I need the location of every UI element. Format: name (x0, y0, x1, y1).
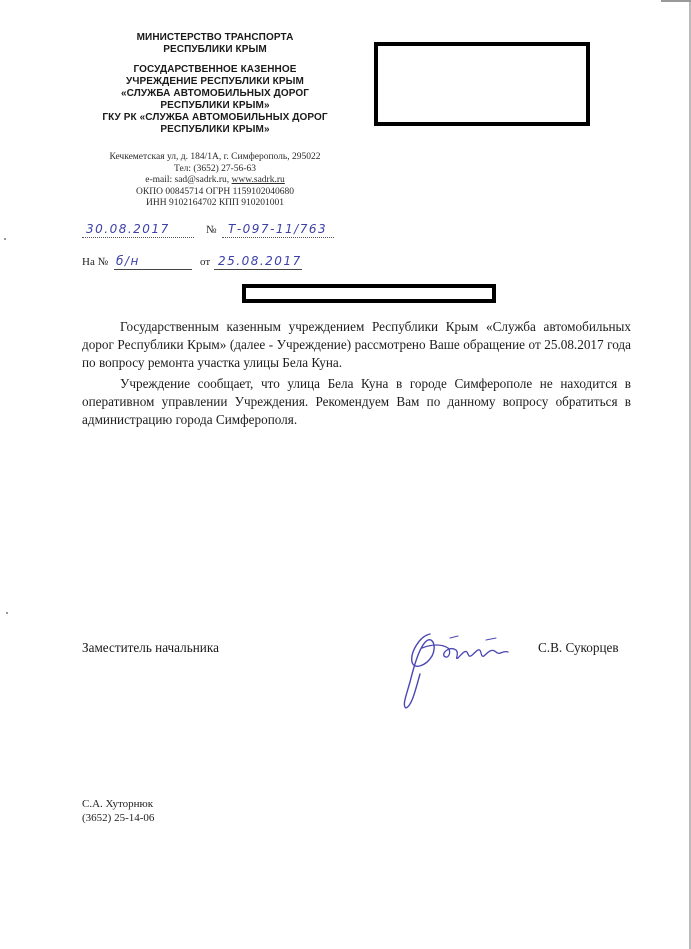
outgoing-date: 30.08.2017 (86, 222, 170, 236)
phone: Тел: (3652) 27-56-63 (174, 163, 256, 174)
institution-line-2: УЧРЕЖДЕНИЕ РЕСПУБЛИКИ КРЫМ (126, 76, 304, 87)
reference-number-label: На № (82, 256, 109, 268)
number-label: № (206, 224, 217, 236)
letterhead (70, 32, 360, 136)
letter-body (82, 318, 631, 429)
spacer (70, 56, 360, 64)
body-paragraph-1: Государственным казенным учреждением Республики Крым «Служба автомобильных дорог Республики Крым» (далее - Учреждение) рассмотрено Ваше обращение от 25.08.2017 года по вопросу ремонта участка улицы Бела Куна. (82, 319, 631, 370)
underline (222, 237, 334, 238)
outgoing-registration (82, 222, 342, 242)
underline (214, 269, 302, 270)
reference-date: 25.08.2017 (218, 254, 302, 268)
outgoing-number: Т-097-11/763 (228, 222, 328, 236)
institution-line-1: ГОСУДАРСТВЕННОЕ КАЗЕННОЕ (133, 64, 297, 75)
email: e-mail: sad@sadrk.ru, (145, 175, 232, 185)
reference-date-label: от (200, 256, 211, 268)
institution-line-3: «СЛУЖБА АВТОМОБИЛЬНЫХ ДОРОГ (120, 88, 310, 99)
scan-speck (4, 238, 6, 240)
underline (82, 237, 194, 238)
contact-info (70, 152, 360, 210)
body-paragraph-2: Учреждение сообщает, что улица Бела Куна в городе Симферополе не находится в оперативном управлении Учреждения. Рекомендуем Вам по данному вопросу обратиться в администрацию города Симферополя. (82, 376, 631, 427)
executor-info (82, 797, 154, 825)
ministry-line-2: РЕСПУБЛИКИ КРЫМ (163, 44, 267, 55)
reference-number: б/н (116, 254, 140, 268)
email-line (70, 175, 360, 187)
redacted-addressee (374, 42, 590, 126)
signer-name: С.В. Сукорцев (538, 640, 619, 655)
reference-line (82, 254, 342, 274)
executor-name: С.А. Хуторнюк (82, 798, 154, 810)
underline (114, 269, 192, 270)
scan-speck (6, 612, 8, 614)
signature-block (82, 640, 642, 720)
website-link: www.sadrk.ru (231, 175, 285, 185)
signer-position: Заместитель начальника (82, 640, 219, 655)
redacted-salutation (242, 284, 496, 303)
handwritten-signature (392, 626, 542, 716)
short-name-line-1: ГКУ РК «СЛУЖБА АВТОМОБИЛЬНЫХ ДОРОГ (102, 112, 328, 123)
executor-phone: (3652) 25-14-06 (82, 812, 155, 824)
short-name-line-2: РЕСПУБЛИКИ КРЫМ» (160, 124, 270, 135)
ministry-line-1: МИНИСТЕРСТВО ТРАНСПОРТА (136, 32, 294, 43)
page-edge-top (661, 0, 691, 2)
okpo-ogrn: ОКПО 00845714 ОГРН 1159102040680 (136, 186, 294, 197)
address: Кечкеметская ул, д. 184/1А, г. Симферополь, 295022 (109, 152, 321, 162)
institution-line-4: РЕСПУБЛИКИ КРЫМ» (160, 100, 270, 111)
inn-kpp: ИНН 9102164702 КПП 910201001 (145, 198, 284, 208)
